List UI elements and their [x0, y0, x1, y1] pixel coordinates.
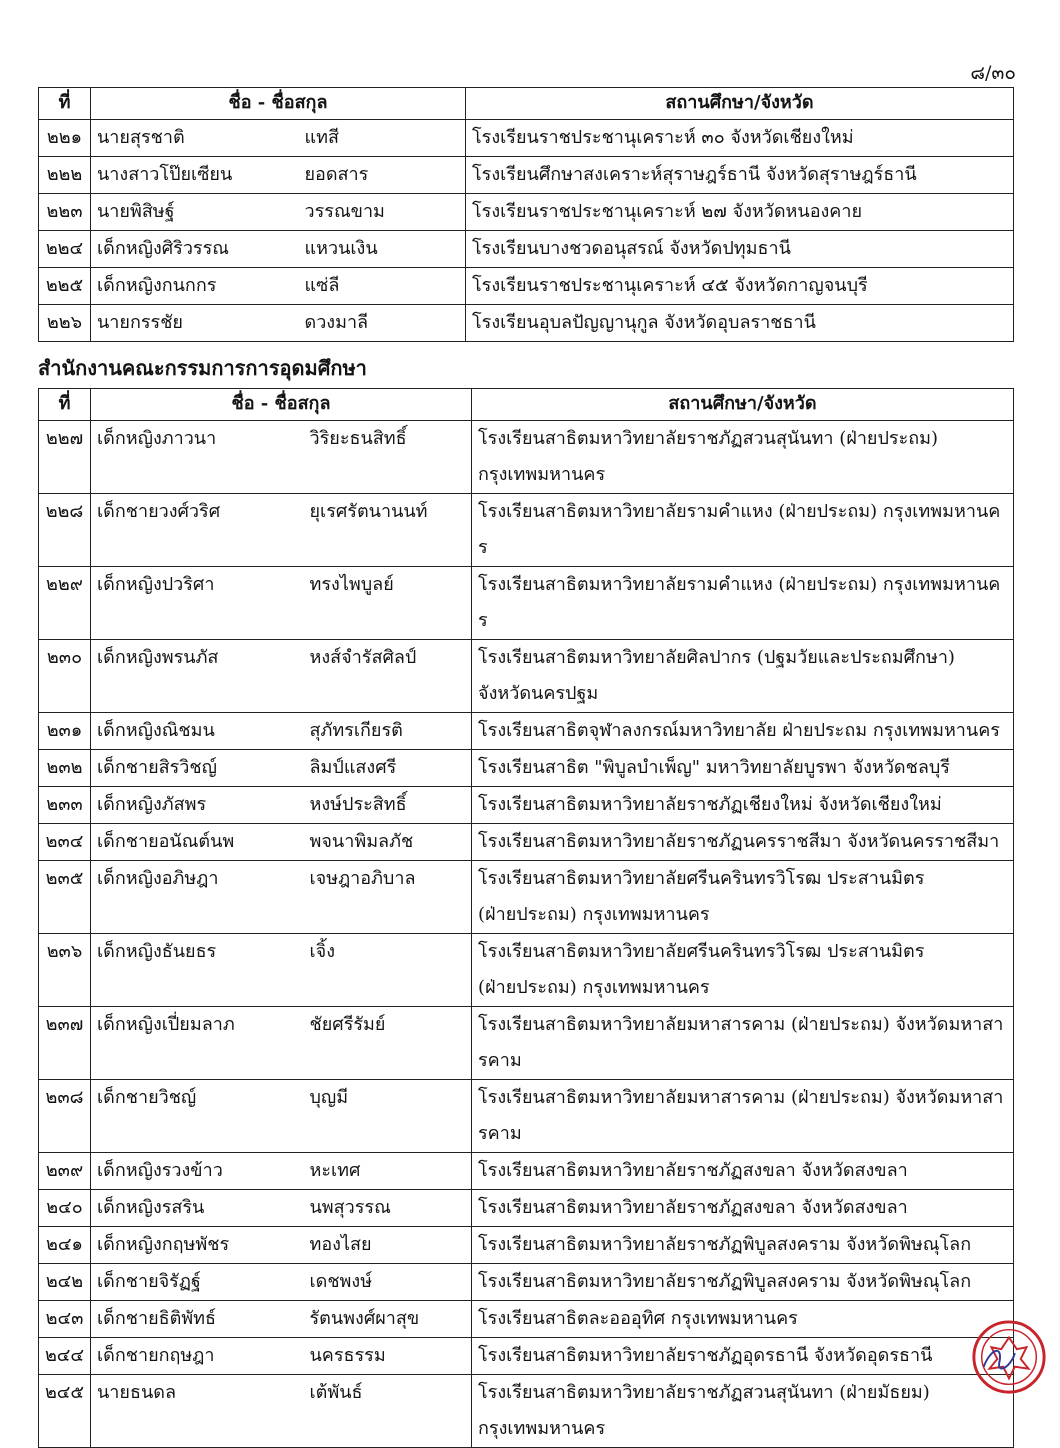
row-number: ๒๓๖ — [39, 934, 91, 1007]
row-number: ๒๔๒ — [39, 1264, 91, 1301]
first-name: นางสาวโป๊ยเซียน — [91, 157, 301, 194]
row-number: ๒๓๔ — [39, 824, 91, 861]
school-province — [472, 1227, 1014, 1264]
school-province — [466, 268, 1014, 305]
school-province — [472, 1190, 1014, 1227]
first-name: เด็กหญิงภัสพร — [91, 787, 306, 824]
first-name: เด็กหญิงกนกกร — [91, 268, 301, 305]
school-line: โรงเรียนศึกษาสงเคราะห์สุราษฎร์ธานี จังหวัดสุราษฎร์ธานี — [472, 164, 917, 185]
official-seal-stamp — [970, 1318, 1048, 1396]
last-name: แทสี — [301, 120, 466, 157]
header-name: ชื่อ - ชื่อสกุล — [91, 88, 466, 120]
last-name: ดวงมาลี — [301, 305, 466, 342]
first-name: นายพิสิษฐ์ — [91, 194, 301, 231]
last-name: วรรณขาม — [301, 194, 466, 231]
table-row — [39, 934, 1014, 1007]
table-row — [39, 1375, 1014, 1448]
school-line: โรงเรียนบางชวดอนุสรณ์ จังหวัดปทุมธานี — [472, 238, 791, 259]
header-school: สถานศึกษา/จังหวัด — [466, 88, 1014, 120]
row-number: ๒๒๕ — [39, 268, 91, 305]
last-name: ชัยศรีรัมย์ — [306, 1007, 472, 1080]
school-line: โรงเรียนสาธิตมหาวิทยาลัยมหาสารคาม (ฝ่ายประถม) จังหวัดมหาสารคาม — [478, 1087, 1004, 1144]
row-number: ๒๓๗ — [39, 1007, 91, 1080]
school-province — [472, 787, 1014, 824]
school-province — [466, 120, 1014, 157]
school-line-2: กรุงเทพมหานคร — [478, 464, 606, 485]
first-name: เด็กชายธิติพัทธ์ — [91, 1301, 306, 1338]
table-row — [39, 1153, 1014, 1190]
first-name: เด็กหญิงภาวนา — [91, 421, 306, 494]
table-row — [39, 567, 1014, 640]
school-line: โรงเรียนสาธิตมหาวิทยาลัยราชภัฏพิบูลสงคราม จังหวัดพิษณุโลก — [478, 1271, 972, 1292]
school-province — [472, 640, 1014, 713]
row-number: ๒๔๔ — [39, 1338, 91, 1375]
school-line: โรงเรียนสาธิตมหาวิทยาลัยราชภัฏสวนสุนันทา (ฝ่ายประถม) — [478, 428, 939, 449]
first-name: เด็กชายวิชญ์ — [91, 1080, 306, 1153]
row-number: ๒๓๒ — [39, 750, 91, 787]
school-province — [472, 1080, 1014, 1153]
school-province — [472, 861, 1014, 934]
school-province — [472, 1264, 1014, 1301]
last-name: บุญมี — [306, 1080, 472, 1153]
row-number: ๒๒๗ — [39, 421, 91, 494]
school-line: โรงเรียนสาธิตมหาวิทยาลัยราชภัฏพิบูลสงคราม จังหวัดพิษณุโลก — [478, 1234, 972, 1255]
table-row — [39, 120, 1014, 157]
student-table-1 — [38, 87, 1014, 342]
school-province — [466, 305, 1014, 342]
school-line: โรงเรียนสาธิตมหาวิทยาลัยราชภัฏสงขลา จังหวัดสงขลา — [478, 1197, 908, 1218]
school-province — [472, 1301, 1014, 1338]
row-number: ๒๒๒ — [39, 157, 91, 194]
last-name: หงษ์ประสิทธิ์ — [306, 787, 472, 824]
last-name: เจิ้ง — [306, 934, 472, 1007]
school-province — [472, 1338, 1014, 1375]
table-row — [39, 421, 1014, 494]
header-no: ที่ — [39, 88, 91, 120]
table-row — [39, 305, 1014, 342]
row-number: ๒๓๕ — [39, 861, 91, 934]
school-line: โรงเรียนสาธิตมหาวิทยาลัยราชภัฏสงขลา จังหวัดสงขลา — [478, 1160, 908, 1181]
table-row — [39, 787, 1014, 824]
last-name: เจษฎาอภิบาล — [306, 861, 472, 934]
row-number: ๒๔๓ — [39, 1301, 91, 1338]
table-row — [39, 750, 1014, 787]
school-province — [472, 1375, 1014, 1448]
row-number: ๒๒๘ — [39, 494, 91, 567]
school-line: โรงเรียนราชประชานุเคราะห์ ๒๗ จังหวัดหนองคาย — [472, 201, 863, 222]
last-name: นพสุวรรณ — [306, 1190, 472, 1227]
school-line: โรงเรียนสาธิตมหาวิทยาลัยรามคำแหง (ฝ่ายประถม) กรุงเทพมหานคร — [478, 501, 1001, 558]
table-row — [39, 640, 1014, 713]
school-province — [466, 231, 1014, 268]
table-row — [39, 713, 1014, 750]
school-line: โรงเรียนสาธิต "พิบูลบำเพ็ญ" มหาวิทยาลัยบูรพา จังหวัดชลบุรี — [478, 757, 950, 778]
row-number: ๒๔๑ — [39, 1227, 91, 1264]
last-name: วิริยะธนสิทธิ์ — [306, 421, 472, 494]
last-name: เต้พันธ์ — [306, 1375, 472, 1448]
first-name: เด็กชายกฤษฎา — [91, 1338, 306, 1375]
first-name: เด็กชายจิรัฏฐ์ — [91, 1264, 306, 1301]
table-row — [39, 1080, 1014, 1153]
first-name: เด็กชายอนัณต์นพ — [91, 824, 306, 861]
school-line: โรงเรียนสาธิตมหาวิทยาลัยรามคำแหง (ฝ่ายประถม) กรุงเทพมหานคร — [478, 574, 1001, 631]
school-line: โรงเรียนสาธิตมหาวิทยาลัยศิลปากร (ปฐมวัยและประถมศึกษา) — [478, 647, 955, 668]
first-name: เด็กชายวงศ์วริศ — [91, 494, 306, 567]
school-province — [466, 157, 1014, 194]
school-province — [472, 567, 1014, 640]
table-row — [39, 1007, 1014, 1080]
school-province — [472, 1153, 1014, 1190]
first-name: เด็กหญิงธันยธร — [91, 934, 306, 1007]
last-name: พจนาพิมลภัช — [306, 824, 472, 861]
school-line: โรงเรียนราชประชานุเคราะห์ ๓๐ จังหวัดเชียงใหม่ — [472, 127, 854, 148]
school-line: โรงเรียนสาธิตมหาวิทยาลัยราชภัฏเชียงใหม่ จังหวัดเชียงใหม่ — [478, 794, 942, 815]
table-row — [39, 494, 1014, 567]
last-name: เดชพงษ์ — [306, 1264, 472, 1301]
last-name: รัตนพงศ์ผาสุข — [306, 1301, 472, 1338]
table-row — [39, 231, 1014, 268]
school-line-2: กรุงเทพมหานคร — [478, 1418, 606, 1439]
last-name: ลิมป์แสงศรี — [306, 750, 472, 787]
school-province — [472, 824, 1014, 861]
first-name: เด็กหญิงพรนภัส — [91, 640, 306, 713]
last-name: ทองไสย — [306, 1227, 472, 1264]
first-name: เด็กหญิงรสริน — [91, 1190, 306, 1227]
row-number: ๒๒๓ — [39, 194, 91, 231]
first-name: นายธนดล — [91, 1375, 306, 1448]
school-line: โรงเรียนสาธิตมหาวิทยาลัยมหาสารคาม (ฝ่ายประถม) จังหวัดมหาสารคาม — [478, 1014, 1004, 1071]
row-number: ๒๔๐ — [39, 1190, 91, 1227]
first-name: เด็กหญิงอภิษฎา — [91, 861, 306, 934]
row-number: ๒๓๘ — [39, 1080, 91, 1153]
first-name: นายสุรชาติ — [91, 120, 301, 157]
school-line-2: (ฝ่ายประถม) กรุงเทพมหานคร — [478, 977, 710, 998]
table-row — [39, 1264, 1014, 1301]
last-name: หะเทศ — [306, 1153, 472, 1190]
school-province — [472, 934, 1014, 1007]
row-number: ๒๒๑ — [39, 120, 91, 157]
row-number: ๒๓๑ — [39, 713, 91, 750]
school-province — [472, 713, 1014, 750]
last-name: ยุเรศรัตนานนท์ — [306, 494, 472, 567]
header-school: สถานศึกษา/จังหวัด — [472, 389, 1014, 421]
table-row — [39, 824, 1014, 861]
last-name: แซ่ลี — [301, 268, 466, 305]
table-row — [39, 861, 1014, 934]
last-name: ทรงไพบูลย์ — [306, 567, 472, 640]
table-row — [39, 1301, 1014, 1338]
row-number: ๒๒๙ — [39, 567, 91, 640]
last-name: แหวนเงิน — [301, 231, 466, 268]
header-no: ที่ — [39, 389, 91, 421]
row-number: ๒๓๓ — [39, 787, 91, 824]
first-name: เด็กหญิงศิริวรรณ — [91, 231, 301, 268]
row-number: ๒๔๕ — [39, 1375, 91, 1448]
table-row — [39, 194, 1014, 231]
school-line-2: จังหวัดนครปฐม — [478, 683, 599, 704]
school-line: โรงเรียนสาธิตมหาวิทยาลัยศรีนครินทรวิโรฒ ประสานมิตร — [478, 941, 925, 962]
table-row — [39, 1227, 1014, 1264]
first-name: เด็กหญิงเปี่ยมลาภ — [91, 1007, 306, 1080]
school-line: โรงเรียนอุบลปัญญานุกูล จังหวัดอุบลราชธานี — [472, 312, 816, 333]
row-number: ๒๓๐ — [39, 640, 91, 713]
school-line: โรงเรียนสาธิตมหาวิทยาลัยราชภัฏสวนสุนันทา (ฝ่ายมัธยม) — [478, 1382, 930, 1403]
first-name: เด็กหญิงรวงข้าว — [91, 1153, 306, 1190]
row-number: ๒๒๔ — [39, 231, 91, 268]
table-row — [39, 157, 1014, 194]
school-line: โรงเรียนสาธิตมหาวิทยาลัยศรีนครินทรวิโรฒ ประสานมิตร — [478, 868, 925, 889]
table-row — [39, 268, 1014, 305]
first-name: เด็กหญิงปวริศา — [91, 567, 306, 640]
school-province — [466, 194, 1014, 231]
row-number: ๒๒๖ — [39, 305, 91, 342]
school-province — [472, 494, 1014, 567]
student-table-2 — [38, 388, 1014, 1448]
table-header — [39, 389, 1014, 421]
first-name: เด็กชายสิรวิชญ์ — [91, 750, 306, 787]
page-number: ๘/๓๐ — [970, 62, 1016, 84]
header-name: ชื่อ - ชื่อสกุล — [91, 389, 472, 421]
school-province — [472, 421, 1014, 494]
table-row — [39, 1190, 1014, 1227]
section-title: สำนักงานคณะกรรมการการอุดมศึกษา — [38, 356, 367, 380]
last-name: สุภัทรเกียรติ — [306, 713, 472, 750]
school-province — [472, 750, 1014, 787]
school-line: โรงเรียนราชประชานุเคราะห์ ๔๕ จังหวัดกาญจนบุรี — [472, 275, 868, 296]
school-line-2: (ฝ่ายประถม) กรุงเทพมหานคร — [478, 904, 710, 925]
row-number: ๒๓๙ — [39, 1153, 91, 1190]
school-line: โรงเรียนสาธิตมหาวิทยาลัยราชภัฏนครราชสีมา จังหวัดนครราชสีมา — [478, 831, 1000, 852]
first-name: เด็กหญิงกฤษพัชร — [91, 1227, 306, 1264]
last-name: นครธรรม — [306, 1338, 472, 1375]
last-name: ยอดสาร — [301, 157, 466, 194]
school-line: โรงเรียนสาธิตละอออุทิศ กรุงเทพมหานคร — [478, 1308, 798, 1329]
school-line: โรงเรียนสาธิตมหาวิทยาลัยราชภัฏอุดรธานี จังหวัดอุดรธานี — [478, 1345, 933, 1366]
first-name: นายกรรชัย — [91, 305, 301, 342]
last-name: หงส์จำรัสศิลป์ — [306, 640, 472, 713]
school-line: โรงเรียนสาธิตจุฬาลงกรณ์มหาวิทยาลัย ฝ่ายประถม กรุงเทพมหานคร — [478, 720, 1000, 741]
table-header — [39, 88, 1014, 120]
first-name: เด็กหญิงณิชมน — [91, 713, 306, 750]
school-province — [472, 1007, 1014, 1080]
table-row — [39, 1338, 1014, 1375]
